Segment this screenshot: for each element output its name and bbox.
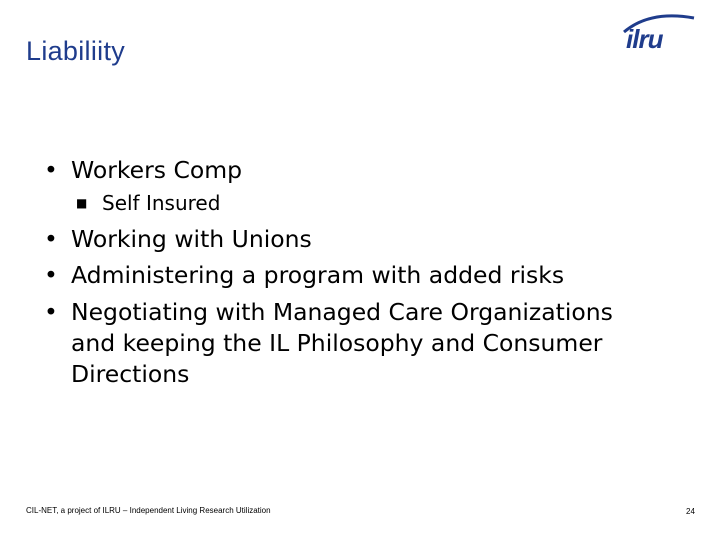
bullet-dot-icon: • [44, 298, 58, 326]
bullet-square-icon: ■ [76, 196, 88, 210]
list-item-text: Negotiating with Managed Care Organizations and keeping the IL Philosophy and Consumer Directions [71, 298, 613, 388]
slide-title: Liabiliity [26, 36, 126, 66]
ilru-logo [620, 12, 700, 54]
list-item-text: Administering a program with added risks [71, 261, 565, 289]
bullet-dot-icon: • [44, 225, 58, 253]
list-item-text: Working with Unions [71, 225, 312, 253]
footer-text: CIL-NET, a project of ILRU – Independent Living Research Utilization [26, 506, 271, 515]
logo-text: ilru [626, 24, 663, 54]
list-item-text: Workers Comp [71, 156, 243, 184]
page-number: 24 [686, 507, 695, 516]
sub-list-item-text: Self Insured [102, 191, 221, 215]
bullet-dot-icon: • [44, 261, 58, 289]
bullet-dot-icon: • [44, 156, 58, 184]
